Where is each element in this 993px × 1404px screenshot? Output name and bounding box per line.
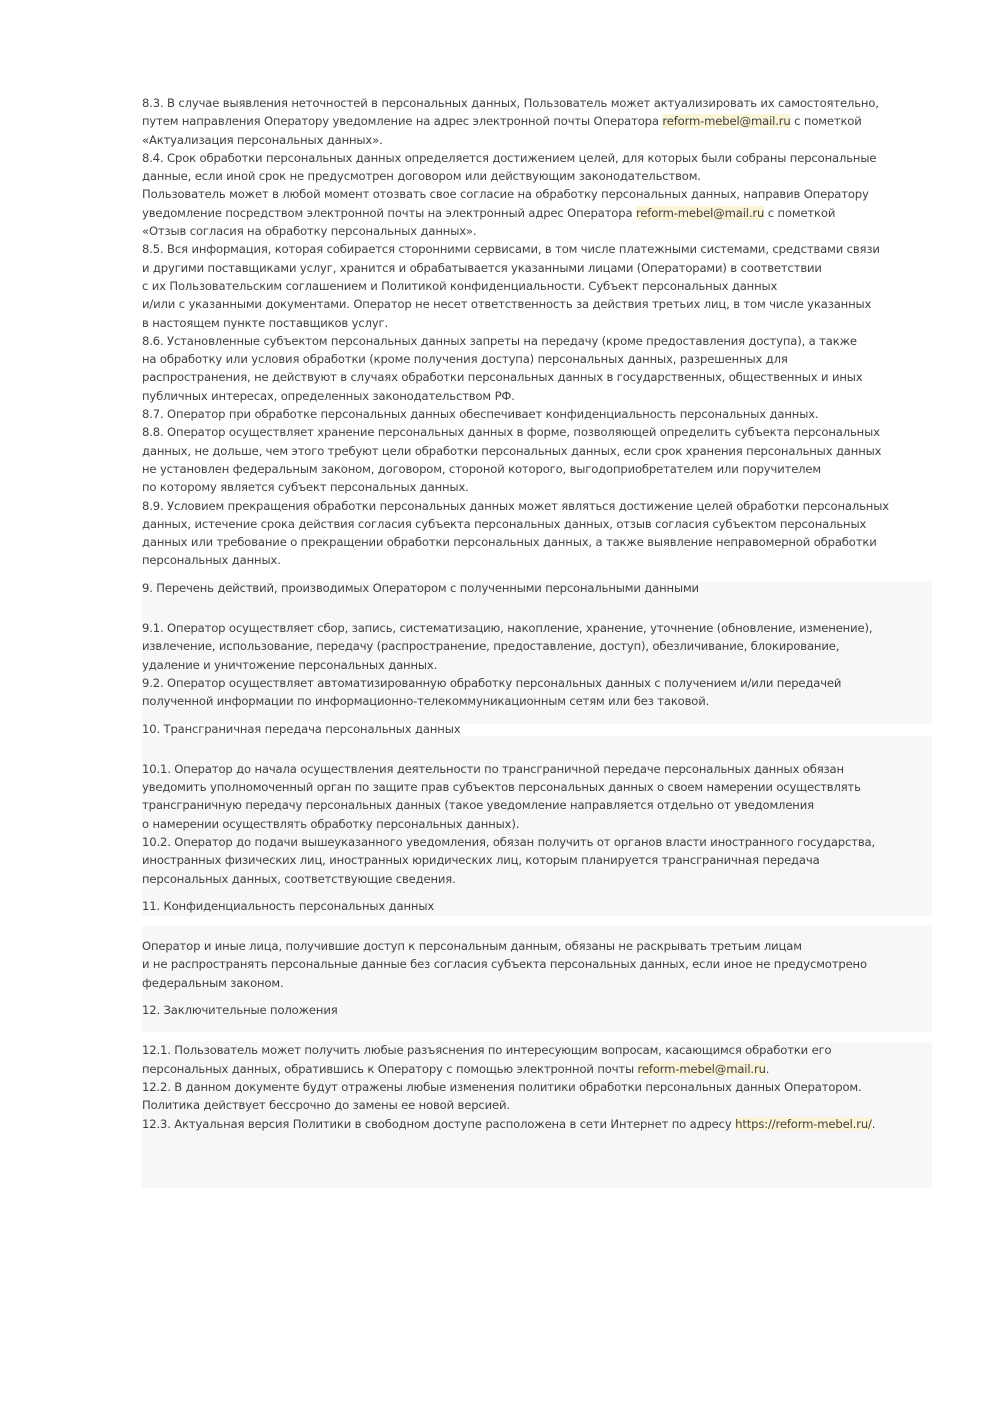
text-line: трансграничную передачу персональных данных (такое уведомление направляется отдельно от уведомления	[142, 798, 814, 813]
paragraph-8-5	[142, 240, 932, 331]
text-line: извлечение, использование, передачу (распространение, предоставление, доступ), обезличивание, блокирование,	[142, 639, 840, 654]
paragraph-10-1	[142, 760, 932, 833]
paragraph-9-2	[142, 674, 932, 711]
text-line: о намерении осуществлять обработку персональных данных).	[142, 816, 520, 831]
document-body	[142, 94, 932, 1133]
paragraph-8-3	[142, 94, 932, 149]
text-line: и не распространять персональные данные без согласия субъекта персональных данных, если иное не предусмотрено	[142, 957, 867, 972]
text-line: 8.3. В случае выявления неточностей в персональных данных, Пользователь может актуализировать их самостоятельно,	[142, 96, 879, 110]
paragraph-8-4	[142, 149, 932, 240]
section-heading-9: 9. Перечень действий, производимых Оператором с полученными персональными данными	[142, 580, 699, 595]
text-line: иностранных физических лиц, иностранных юридических лиц, которым планируется трансграничная передача	[142, 853, 820, 868]
text-line: Пользователь может в любой момент отозвать свое согласие на обработку персональных данных, направив Оператору	[142, 187, 869, 202]
text-line: 12.1. Пользователь может получить любые разъяснения по интересующим вопросам, касающимся обработки его	[142, 1043, 832, 1058]
paragraph-10-2	[142, 833, 932, 888]
text-line: «Отзыв согласия на обработку персональных данных».	[142, 224, 477, 239]
paragraph-8-8	[142, 423, 932, 496]
text-fragment: .	[871, 1116, 876, 1131]
paragraph-12-3	[142, 1115, 932, 1133]
paragraph-9-1	[142, 619, 932, 674]
text-line: 8.4. Срок обработки персональных данных определяется достижением целей, для которых были собраны персональные	[142, 150, 877, 165]
website-link[interactable]: https://reform-mebel.ru/	[735, 1116, 872, 1131]
text-line: «Актуализация персональных данных».	[142, 132, 383, 147]
text-line: 12.2. В данном документе будут отражены любые изменения политики обработки персональных данных Оператором.	[142, 1079, 862, 1094]
text-line: и другими поставщиками услуг, хранится и обрабатывается указанными лицами (Операторами) в соответствии	[142, 260, 822, 275]
text-line: 8.6. Установленные субъектом персональных данных запреты на передачу (кроме предоставления доступа), а также	[142, 333, 857, 348]
text-line	[142, 112, 932, 130]
text-fragment: с пометкой	[790, 114, 862, 129]
text-line: и/или с указанными документами. Оператор не несет ответственность за действия третьих лиц, в том числе указанных	[142, 297, 872, 312]
text-line: в настоящем пункте поставщиков услуг.	[142, 315, 389, 330]
text-line: 8.9. Условием прекращения обработки персональных данных может являться достижение целей обработки персональных	[142, 498, 889, 513]
text-line: 10.1. Оператор до начала осуществления деятельности по трансграничной передаче персональных данных обязан	[142, 761, 844, 776]
paragraph-8-7	[142, 405, 932, 423]
text-fragment: персональных данных, обратившись к Оператору с помощью электронной почты	[142, 1061, 638, 1076]
text-line: данные, если иной срок не предусмотрен договором или действующим законодательством.	[142, 169, 701, 184]
text-fragment: 12.3. Актуальная версия Политики в свободном доступе расположена в сети Интернет по адресу	[142, 1116, 736, 1131]
paragraph-12-1	[142, 1041, 932, 1078]
text-line: по которому является субъект персональных данных.	[142, 480, 469, 495]
paragraph-8-6	[142, 332, 932, 405]
section-heading-12: 12. Заключительные положения	[142, 1003, 338, 1018]
text-line: уведомить уполномоченный орган по защите прав субъектов персональных данных о своем намерении осуществлять	[142, 780, 861, 795]
text-line: 8.7. Оператор при обработке персональных данных обеспечивает конфиденциальность персональных данных.	[142, 407, 819, 422]
text-line: данных или требование о прекращении обработки персональных данных, а также выявление неправомерной обработки	[142, 535, 877, 550]
text-line	[142, 1060, 932, 1078]
text-line: на обработку или условия обработки (кроме получения доступа) персональных данных, разрешенных для	[142, 352, 788, 367]
email-link[interactable]: reform-mebel@mail.ru	[662, 114, 791, 129]
section-heading-10: 10. Трансграничная передача персональных данных	[142, 721, 461, 736]
text-line	[142, 204, 932, 222]
text-line: не установлен федеральным законом, договором, стороной которого, выгодоприобретателем или поручителем	[142, 461, 822, 476]
text-line: Оператор и иные лица, получившие доступ к персональным данным, обязаны не раскрывать третьим лицам	[142, 939, 802, 954]
section-heading-11: 11. Конфиденциальность персональных данных	[142, 898, 435, 913]
text-line: 8.5. Вся информация, которая собирается сторонними сервисами, в том числе платежными системами, средствами связи	[142, 242, 880, 257]
paragraph-12-2	[142, 1078, 932, 1115]
text-fragment: путем направления Оператору уведомление на адрес электронной почты Оператора	[142, 114, 663, 129]
text-line: персональных данных, соответствующие сведения.	[142, 871, 456, 886]
text-line: данных, истечение срока действия согласия субъекта персональных данных, отзыв согласия субъектом персональных	[142, 516, 867, 531]
paragraph-8-9	[142, 497, 932, 570]
text-line: 9.1. Оператор осуществляет сбор, запись, систематизацию, накопление, хранение, уточнение (обновление, изменение),	[142, 621, 873, 636]
text-fragment: .	[765, 1061, 770, 1076]
text-line: полученной информации по информационно-телекоммуникационным сетям или без таковой.	[142, 694, 710, 709]
email-link[interactable]: reform-mebel@mail.ru	[635, 205, 765, 220]
text-fragment: с пометкой	[764, 205, 836, 220]
text-line: с их Пользовательским соглашением и Политикой конфиденциальности. Субъект персональных данных	[142, 278, 778, 293]
text-fragment: уведомление посредством электронной почты на электронный адрес Оператора	[142, 205, 636, 220]
paragraph-11	[142, 937, 932, 992]
text-line: данных, не дольше, чем этого требуют цели обработки персональных данных, если срок хранения персональных данных	[142, 443, 882, 458]
text-line	[142, 1115, 932, 1133]
text-line: распространения, не действуют в случаях обработки персональных данных в государственных, общественных и иных	[142, 370, 863, 385]
text-line: публичных интересах, определенных законодательством РФ.	[142, 388, 515, 403]
text-line: федеральным законом.	[142, 975, 284, 990]
text-line: 9.2. Оператор осуществляет автоматизированную обработку персональных данных с получением и/или передачей	[142, 675, 842, 690]
text-line: 8.8. Оператор осуществляет хранение персональных данных в форме, позволяющей определить субъекта персональных	[142, 425, 880, 440]
text-line: 10.2. Оператор до подачи вышеуказанного уведомления, обязан получить от органов власти иностранного государства,	[142, 834, 876, 849]
text-line: персональных данных.	[142, 553, 281, 568]
email-link[interactable]: reform-mebel@mail.ru	[637, 1061, 766, 1076]
text-line: удаление и уничтожение персональных данных.	[142, 657, 438, 672]
text-line: Политика действует бессрочно до замены ее новой версией.	[142, 1098, 510, 1113]
